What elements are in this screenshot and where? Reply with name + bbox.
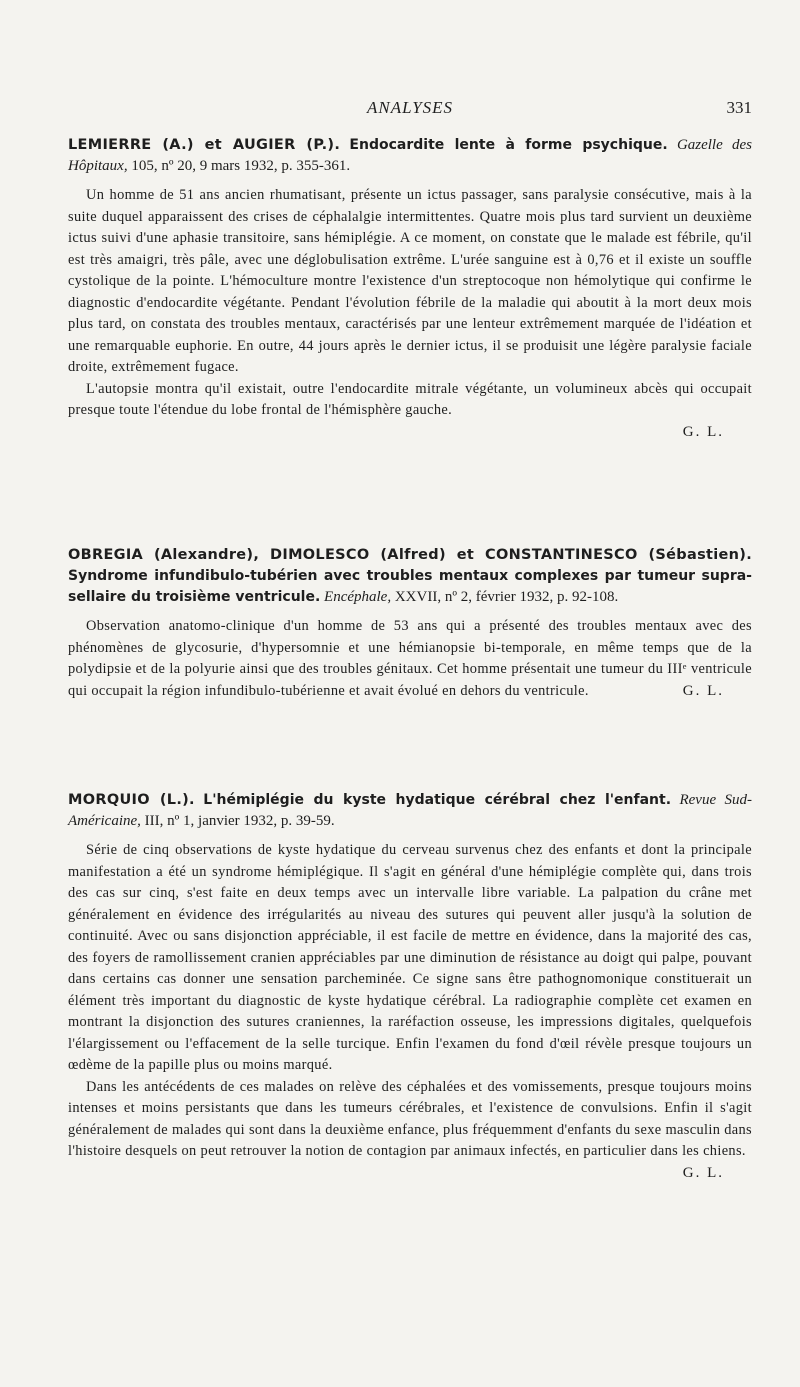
abstract-paragraph: Série de cinq observations de kyste hydatique du cerveau survenus chez des enfants et dont la principale manifestation a été un syndrome hémiplégique. Il s'agit en général d'une hémiplégie complète qui, dans trois des cas sur cinq, s'est faite en deux temps avec un intervalle libre variable. La palpation du crâne met généralement en évidence des irrégularités au niveau des sutures qui peuvent aller jusqu'à la solution de continuité. Avec ou sans disjonction appréciable, il est facile de mettre en évidence, dans la majorité des cas, des foyers de ramollissement cranien appréciables par une diminution de résistance au doigt qui palpe, pouvant dans certains cas donner une sensation parcheminée. Ce signe sans être pathognomonique constituerait un élément très important du diagnostic de kyste hydatique cérébral. La radiographie complète cet examen en montrant la disjonction des sutures craniennes, la raréfaction osseuse, les impressions digitales, quelquefois l'élargissement ou l'effacement de la selle turcique. Enfin l'examen du fond d'œil révèle presque toujours un œdème de la papille plus ou moins marqué. [68,842,752,1073]
abstract-obregia [68,545,752,702]
abstract-paragraph [68,1077,752,1181]
running-title: ANALYSES [366,98,454,117]
article-title: Syndrome infundibulo-tubérien avec troubles mentaux complexes par tumeur supra-sellaire du troisième ventricule. [68,568,752,605]
citation-details: 105, nº 20, 9 mars 1932, p. 355-361. [131,158,351,174]
abstract-paragraph: Un homme de 51 ans ancien rhumatisant, présente un ictus passager, sans paralysie consécutive, mais à la suite duquel apparaissent des crises de céphalalgie intermittentes. Quatre mois plus tard survient un deuxième ictus suivi d'une aphasie transitoire, sans hémiplégie. A ce moment, on constate que le malade est fébrile, qu'il est très amaigri, très pâle, avec une déglobulisation extrême. L'urée sanguine est à 0,76 et il existe un souffle cystolique de la pointe. L'hémoculture montre l'existence d'un streptocoque non hémolytique qui confirme le diagnostic d'endocardite végétante. Pendant l'évolution fébrile de la maladie qui aboutit à la mort deux mois plus tard, on constata des troubles mentaux, caractérisés par une lenteur extrêmement marquée de l'idéation et une remarquable euphorie. En outre, 44 jours après le dernier ictus, il se produisit une légère paralysie faciale droite, extrêmement fugace. [68,187,752,375]
abstract-morquio [68,790,752,1184]
abstract-paragraph: L'autopsie montra qu'il existait, outre l'endocardite mitrale végétante, un volumineux abcès qui occupait presque toute l'étendue du lobe frontal de l'hémisphère gauche. [68,380,752,418]
authors: LEMIERRE (A.) et AUGIER (P.). [68,137,341,153]
article-title: Endocardite lente à forme psychique. [349,137,668,153]
journal-name: Revue Sud-Américaine, [68,792,753,829]
journal-name: Encéphale, [324,589,392,605]
article-title: L'hémiplégie du kyste hydatique cérébral chez l'enfant. [203,792,672,808]
citation-heading [68,790,752,832]
authors: MORQUIO (L.). [68,792,195,808]
page-number: 331 [726,98,752,117]
paragraph-text: Dans les antécédents de ces malades on relève des céphalées et des vomissements, presque toujours moins intenses et moins persistants que dans les tumeurs cérébrales, et l'existence de convulsions. Enfin il s'agit généralement de malades qui sont dans la deuxième enfance, plus fréquemment d'enfants du sexe masculin dans l'histoire desquels on peut retrouver la notion de contagion par animaux infectés, en particulier dans les chiens. [68,1078,752,1159]
authors: OBREGIA (Alexandre), DIMOLESCO (Alfred) et CONSTANTINESCO (Sébastien). [68,547,752,563]
reviewer-signature: G. L. [682,682,724,699]
reviewer-signature: G. L. [682,1164,724,1181]
reviewer-signature: G. L. [682,423,724,440]
citation-details: XXVII, nº 2, février 1932, p. 92-108. [394,589,619,605]
running-head [68,98,752,120]
citation-heading [68,135,752,177]
journal-name: Gazelle des Hôpitaux, [68,137,753,174]
citation-heading [68,545,752,608]
paragraph-text: Observation anatomo-clinique d'un homme de 53 ans qui a présenté des troubles mentaux avec des phénomènes de glycosurie, d'hypersomnie et une hémianopsie bi-temporale, en même temps que de la polydipsie et de la polyurie ainsi que des troubles génitaux. Cet homme présentait une tumeur du IIIᵉ ventricule qui occupait la région infundibulo-tubérienne et avait évolué en dehors du ventricule. [68,618,752,699]
abstract-lemierre [68,135,752,441]
citation-details: III, nº 1, janvier 1932, p. 39-59. [144,813,335,829]
abstract-paragraph [68,616,752,702]
